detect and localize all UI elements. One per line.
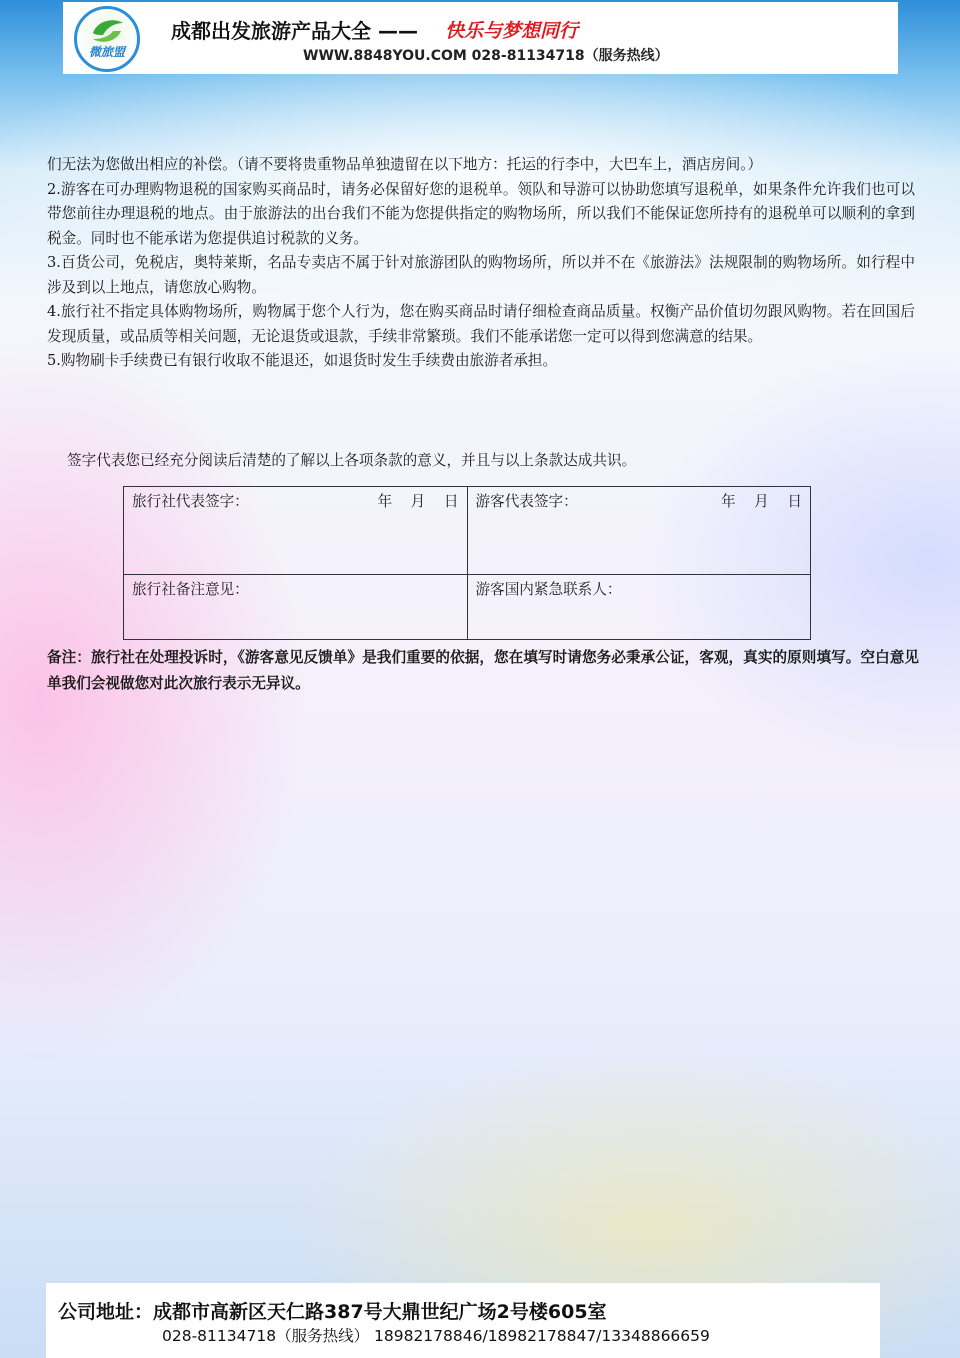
emergency-contact-cell[interactable] [467,575,811,640]
company-address: 公司地址：成都市高新区天仁路387号大鼎世纪广场2号楼605室 [58,1301,607,1323]
remarks-note: 备注：旅行社在处理投诉时，《游客意见反馈单》是我们重要的依据，您在填写时请您务必秉承公证，客观，真实的原则填写。空白意见单我们会视做您对此次旅行表示无异议。 [47,649,919,692]
paragraph: 4.旅行社不指定具体购物场所，购物属于您个人行为，您在购买商品时请仔细检查商品质量。权衡产品价值切勿跟风购物。若在回国后发现质量，或品质等相关问题，无论退货或退款，手续非常繁琐。我们不能承诺您一定可以得到您满意的结果。 [47,303,915,345]
agency-remarks-label: 旅行社备注意见： [132,581,249,598]
tourist-signature-label: 游客代表签字： [475,493,578,510]
footer-banner [46,1283,880,1358]
agency-signature-cell[interactable] [124,487,468,575]
paragraph: 5.购物刷卡手续费已有银行收取不能退还，如退货时发生手续费由旅游者承担。 [47,352,558,369]
date-label: 年 月 日 [720,493,802,510]
header-slogan: 快乐与梦想同行 [445,20,579,42]
logo [74,6,140,72]
agency-signature-label: 旅行社代表签字： [132,493,249,510]
logo-text: 微旅盟 [88,45,125,59]
tourist-signature-cell[interactable] [467,487,811,575]
paragraph: 3.百货公司，免税店，奥特莱斯，名品专卖店不属于针对旅游团队的购物场所，所以并不在《旅游法》法规限制的购物场所。如行程中涉及到以上地点，请您放心购物。 [47,254,915,296]
agency-remarks-cell[interactable] [124,575,468,640]
emergency-contact-label: 游客国内紧急联系人： [475,581,622,598]
signature-table [123,486,811,640]
header-title: 成都出发旅游产品大全 —— [171,19,418,43]
header-banner [63,2,898,74]
service-phones: 028-81134718（服务热线） 18982178846/18982178847/13348866659 [162,1327,710,1345]
paragraph: 们无法为您做出相应的补偿。（请不要将贵重物品单独遗留在以下地方：托运的行李中，大巴车上，酒店房间。） [47,156,763,173]
terms-content [47,153,915,374]
date-label: 年 月 日 [377,493,459,510]
declaration: 签字代表您已经充分阅读后清楚的了解以上各项条款的意义，并且与以上条款达成共识。 [67,452,637,469]
leaf-icon [77,9,137,69]
header-contact: WWW.8848YOU.COM 028-81134718（服务热线） [303,48,669,64]
paragraph: 2.游客在可办理购物退税的国家购买商品时，请务必保留好您的退税单。领队和导游可以协助您填写退税单，如果条件允许我们也可以带您前往办理退税的地点。由于旅游法的出台我们不能为您提供指定的购物场所，所以我们不能保证您所持有的退税单可以顺利的拿到税金。同时也不能承诺为您提供追讨税款的义务。 [47,180,915,247]
